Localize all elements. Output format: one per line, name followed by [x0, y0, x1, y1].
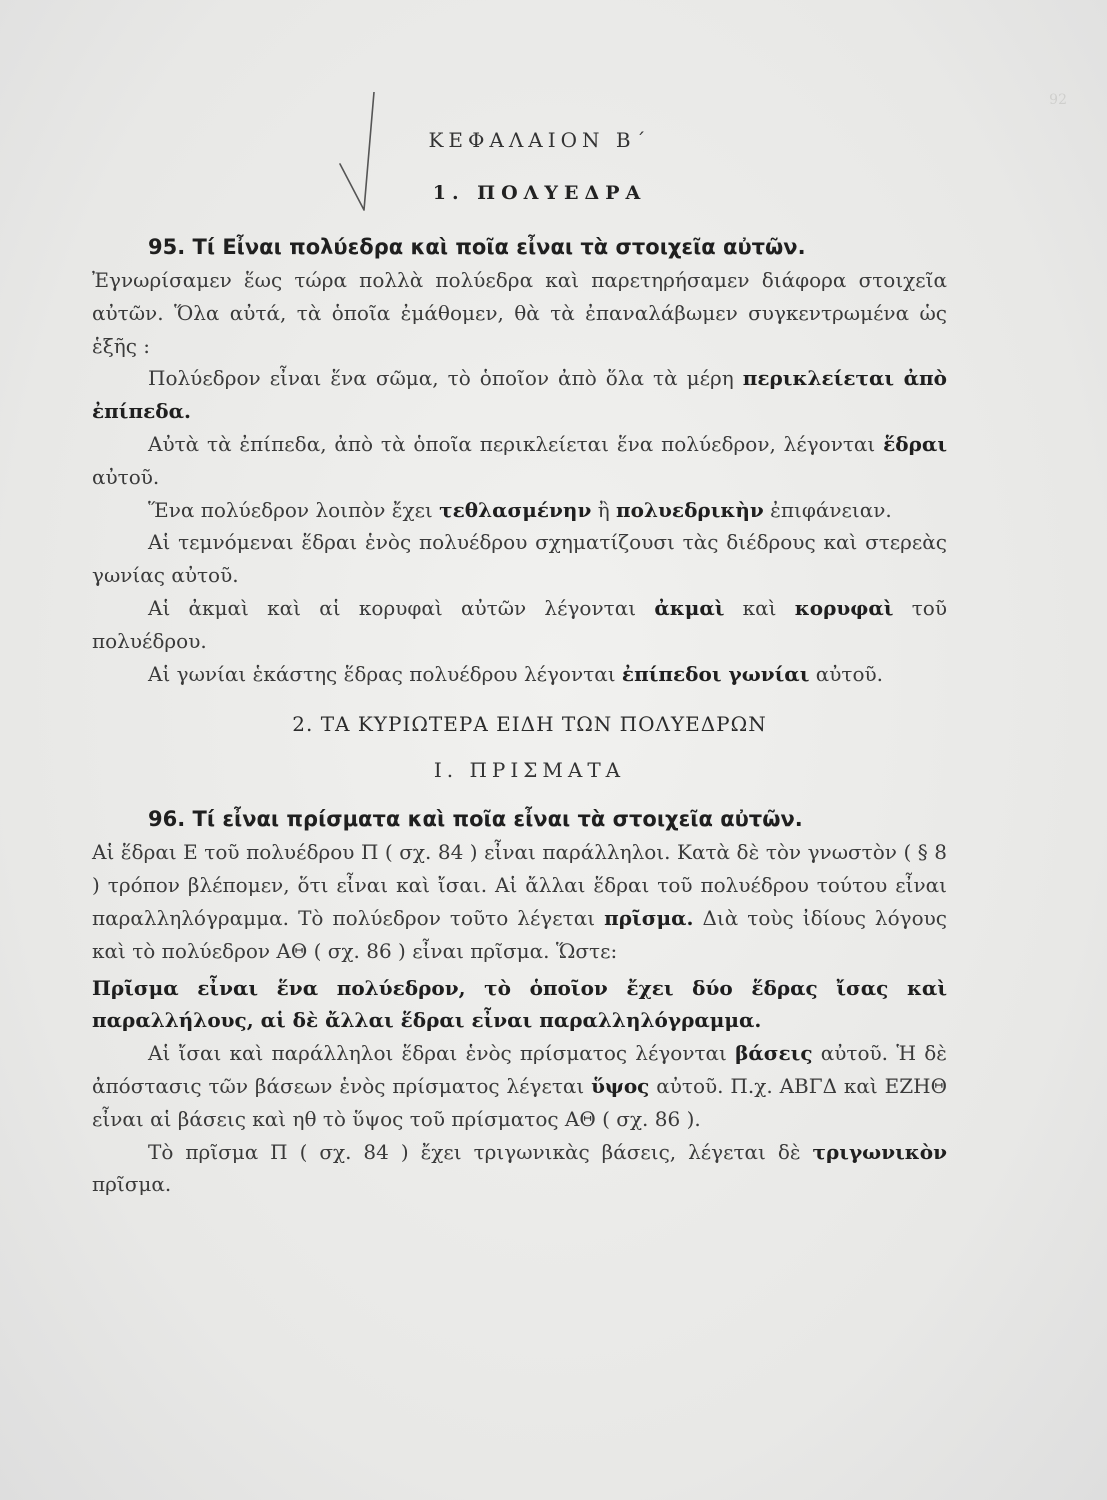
- text: καὶ: [724, 595, 795, 620]
- text: Πολύεδρον εἶναι ἕνα σῶμα, τὸ ὁποῖον ἀπὸ ὅλα τὰ μέρη: [148, 366, 743, 391]
- text: ἢ: [591, 497, 617, 522]
- text: Τὸ πρῖσμα Π ( σχ. 84 ) ἔχει τριγωνικὰς βάσεις, λέγεται δὲ: [148, 1139, 813, 1164]
- text: Αἱ ἴσαι καὶ παράλληλοι ἕδραι ἑνὸς πρίσματος λέγονται: [148, 1041, 736, 1066]
- term-prism: πρῖσμα.: [604, 905, 694, 930]
- term-height: ὕψος: [591, 1073, 650, 1098]
- text: ἐπιφάνειαν.: [763, 497, 892, 522]
- question-95: 95. Τί Εἶναι πολύεδρα καὶ ποῖα εἶναι τὰ στοιχεῖα αὐτῶν.: [148, 235, 806, 259]
- paragraph-95-edges: [92, 592, 947, 658]
- text: Αὐτὰ τὰ ἐπίπεδα, ἀπὸ τὰ ὁποῖα περικλείεται ἕνα πολύεδρον, λέγονται: [148, 431, 884, 456]
- text: τοῦ πολυέδρου.: [92, 595, 947, 653]
- text: αὐτοῦ.: [809, 661, 884, 686]
- section-1-title: 1. ΠΟΛΥΕΔΡΑ: [432, 182, 647, 204]
- paragraph-96-triangular: [92, 1136, 947, 1202]
- paragraph-95-dihedrals: Αἱ τεμνόμεναι ἕδραι ἑνὸς πολυέδρου σχηματίζουσι τὰς διέδρους καὶ στερεὰς γωνίας αὐτοῦ.: [92, 530, 947, 588]
- text: αὐτοῦ.: [92, 464, 160, 489]
- page-number: 92: [1049, 92, 1067, 108]
- paragraph-95-intro: Ἐγνωρίσαμεν ἕως τώρα πολλὰ πολύεδρα καὶ παρετηρήσαμεν διάφορα στοιχεῖα αὐτῶν. Ὅλα αὐτά, τὰ ὁποῖα ἐμάθομεν, θὰ τὰ ἐπαναλάβωμεν συγκεντρωμένα ὡς ἑξῆς :: [92, 268, 947, 358]
- chapter-heading: ΚΕΦΑΛΑΙΟΝ Β΄: [428, 128, 651, 152]
- term-broken: τεθλασμένην: [439, 497, 592, 522]
- text: αὐτοῦ. Ἡ δὲ ἀπόστασις τῶν βάσεων ἑνὸς πρίσματος λέγεται: [92, 1041, 947, 1098]
- term-enclosed-by-planes: περικλείεται ἀπὸ ἐπίπεδα.: [92, 366, 947, 424]
- text: Αἱ ἕδραι Ε τοῦ πολυέδρου Π ( σχ. 84 ) εἶναι παράλληλοι. Κατὰ δὲ τὸν γνωστὸν ( § 8 ) τρόπον βλέπομεν, ὅτι εἶναι καὶ ἴσαι. Αἱ ἄλλαι ἕδραι τοῦ πολυέδρου τούτου εἶναι παραλληλόγραμμα. Τὸ πολύεδρον τοῦτο λέγεται: [92, 840, 947, 930]
- term-plane-angles: ἐπίπεδοι γωνίαι: [621, 661, 810, 686]
- term-triangular: τριγωνικὸν: [812, 1139, 947, 1164]
- term-bases: βάσεις: [735, 1041, 813, 1066]
- term-faces: ἕδραι: [883, 431, 947, 456]
- text: Διὰ τοὺς ἰδίους λόγους καὶ τὸ πολύεδρον ΑΘ ( σχ. 86 ) εἶναι πρῖσμα. Ὥστε:: [92, 905, 947, 963]
- text: αὐτοῦ. Π.χ. ΑΒΓΔ καὶ ΕΖΗΘ εἶναι αἱ βάσεις καὶ ηθ τὸ ὕψος τοῦ πρίσματος ΑΘ ( σχ. 86 ).: [92, 1073, 947, 1131]
- prisms-subtitle: Ι. ΠΡΙΣΜΑΤΑ: [433, 758, 626, 783]
- text: Αἱ γωνίαι ἑκάστης ἕδρας πολυέδρου λέγονται: [148, 661, 622, 686]
- paragraph-95-polyhedron-def: [92, 362, 947, 428]
- text: Αἱ ἀκμαὶ καὶ αἱ κορυφαὶ αὐτῶν λέγονται: [148, 595, 655, 620]
- term-polyhedral: πολυεδρικὴν: [616, 497, 764, 522]
- paragraph-96-prism-intro: [92, 836, 947, 967]
- term-vertices: κορυφαὶ: [794, 595, 894, 620]
- paragraph-95-angles: [92, 658, 947, 691]
- prism-definition: Πρῖσμα εἶναι ἕνα πολύεδρον, τὸ ὁποῖον ἔχει δύο ἕδρας ἴσας καὶ παραλλήλους, αἱ δὲ ἄλλαι ἕδραι εἶναι παραλληλόγραμμα.: [92, 975, 947, 1033]
- text: πρῖσμα.: [92, 1172, 172, 1197]
- paragraph-95-faces: [92, 428, 947, 494]
- term-edges: ἀκμαὶ: [654, 595, 725, 620]
- paragraph-96-bases: [92, 1037, 947, 1135]
- text: Ἕνα πολύεδρον λοιπὸν ἔχει: [148, 497, 440, 522]
- section-2-title: 2. ΤΑ ΚΥΡΙΩΤΕΡΑ ΕΙΔΗ ΤΩΝ ΠΟΛΥΕΔΡΩΝ: [292, 712, 767, 737]
- text-column: [92, 128, 947, 1201]
- question-96: 96. Τί εἶναι πρίσματα καὶ ποῖα εἶναι τὰ στοιχεῖα αὐτῶν.: [148, 807, 803, 832]
- paragraph-95-surface: [92, 494, 947, 527]
